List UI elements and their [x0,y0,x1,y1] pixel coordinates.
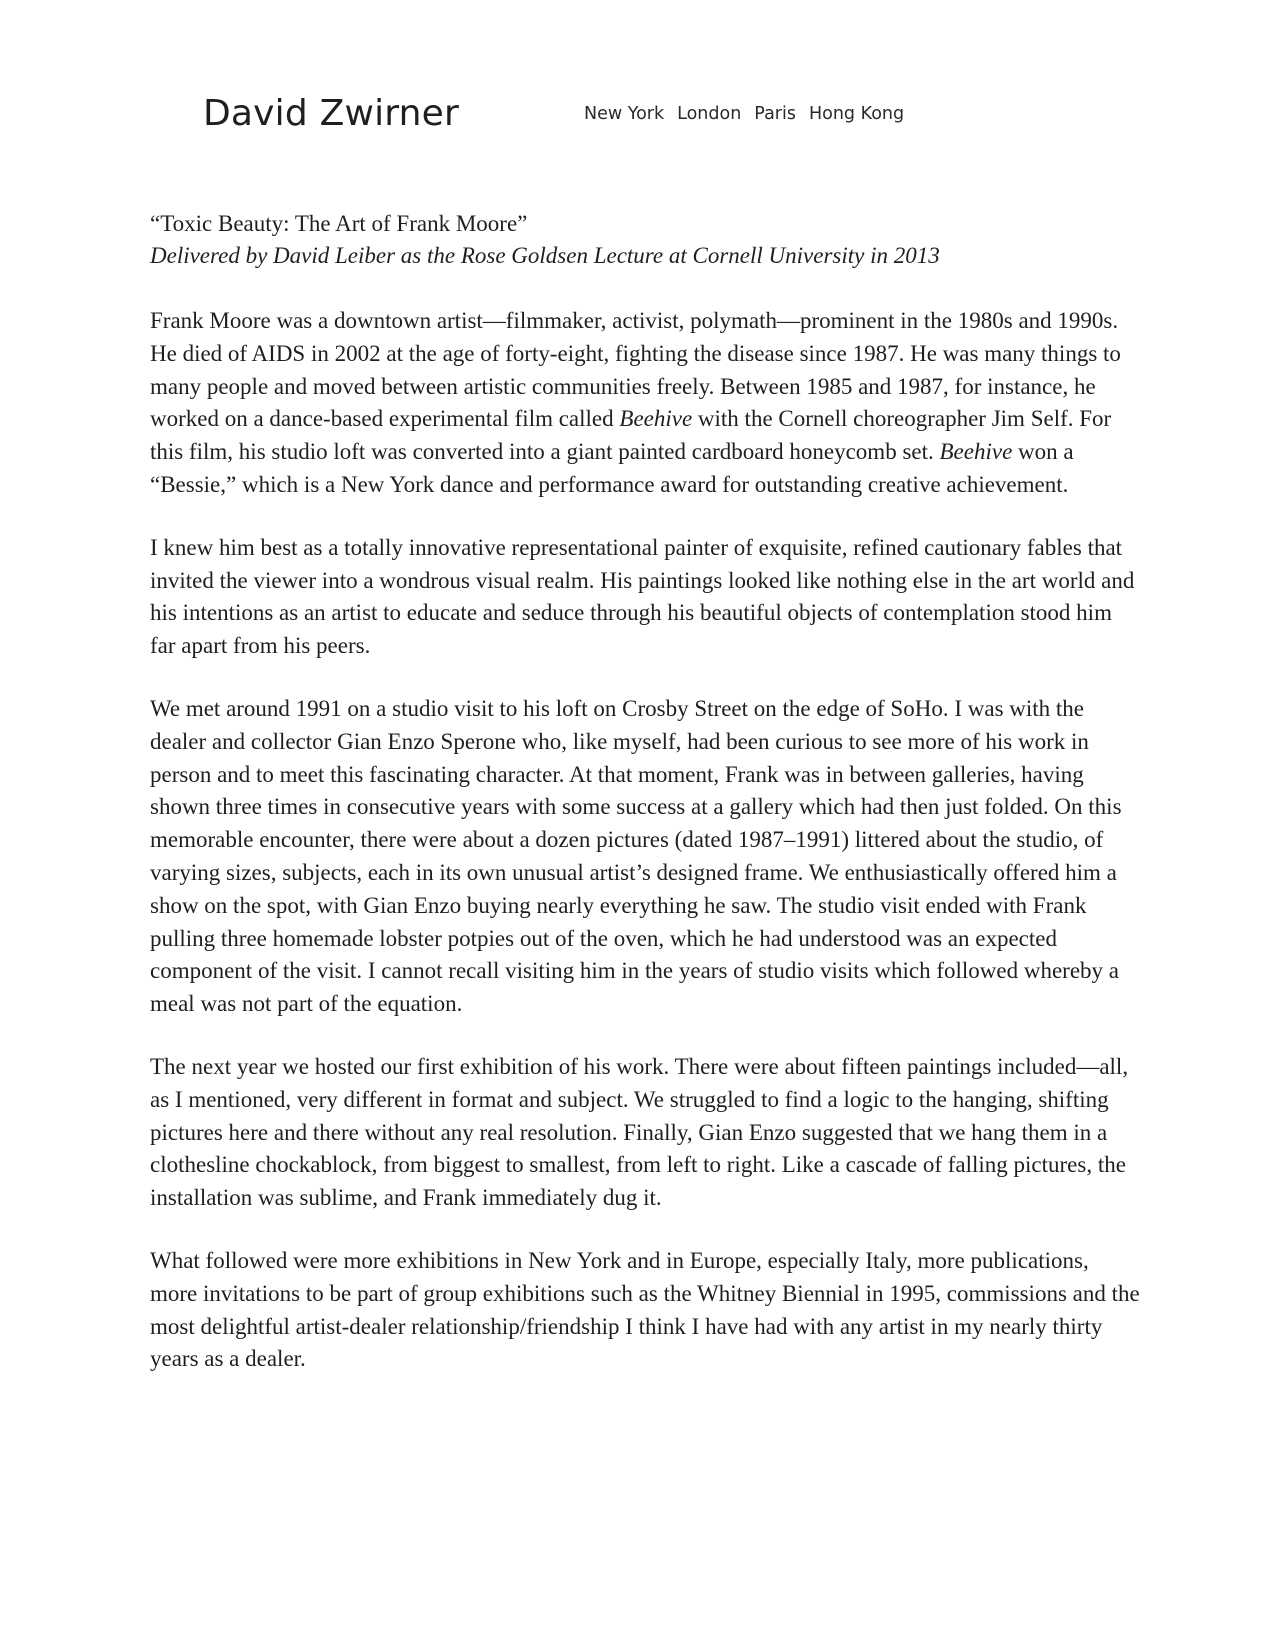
paragraph-1-text-a: Frank Moore was a downtown artist—filmmaker, activist, polymath—prominent in the 1980s and 1990s. He died of AIDS in 2002 at the age of forty-eight, fighting the disease since 1987. He was many things to many people and moved between artistic communities freely. Between 1985 and 1987, for instance, he worked on a dance-based experimental film called [150,308,1121,432]
document-title: “Toxic Beauty: The Art of Frank Moore” [150,211,528,236]
paragraph-1-text-c: won a “Bessie,” which is a New York dance and performance award for outstanding creative achievement. [150,439,1074,497]
location-new-york: New York [584,104,665,124]
film-title-beehive: Beehive [619,406,693,432]
paragraph-1-text-b: with the Cornell choreographer Jim Self. For this film, his studio loft was converted into a giant painted cardboard honeycomb set. [150,406,1112,465]
film-title-beehive-2: Beehive [939,439,1013,465]
location-paris: Paris [754,104,796,124]
location-list [584,84,917,144]
location-london: London [677,104,742,124]
paragraph-3: We met around 1991 on a studio visit to his loft on Crosby Street on the edge of SoHo. I was with the dealer and collector Gian Enzo Sperone who, like myself, had been curious to see more of his work in person and to meet this fascinating character. At that moment, Frank was in between galleries, having shown three times in consecutive years with some success at a gallery which had then just folded. On this memorable encounter, there were about a dozen pictures (dated 1987–1991) littered about the studio, of varying sizes, subjects, each in its own unusual artist’s designed frame. We enthusiastically offered him a show on the spot, with Gian Enzo buying nearly everything he saw. The studio visit ended with Frank pulling three homemade lobster potpies out of the oven, which he had understood was an expected component of the visit. I cannot recall visiting him in the years of studio visits which followed whereby a meal was not part of the equation. [150,695,1122,1017]
paragraph-4: The next year we hosted our first exhibition of his work. There were about fifteen paintings included—all, as I mentioned, very different in format and subject. We struggled to find a logic to the hanging, shifting pictures here and there without any real resolution. Finally, Gian Enzo suggested that we hang them in a clothesline chockablock, from biggest to smallest, from left to right. Like a cascade of falling pictures, the installation was sublime, and Frank immediately dug it. [150,1053,1129,1211]
lecture-document [150,208,1140,1376]
location-hong-kong: Hong Kong [808,104,905,124]
paragraph-1 [150,305,1140,502]
brand-logo-text: David Zwirner [203,93,460,134]
letterhead [203,84,1103,144]
document-subtitle: Delivered by David Leiber as the Rose Goldsen Lecture at Cornell University in 2013 [150,243,940,268]
paragraph-2: I knew him best as a totally innovative representational painter of exquisite, refined cautionary fables that invited the viewer into a wondrous visual realm. His paintings looked like nothing else in the art world and his intentions as an artist to educate and seduce through his beautiful objects of contemplation stood him far apart from his peers. [150,534,1135,659]
paragraph-5: What followed were more exhibitions in New York and in Europe, especially Italy, more publications, more invitations to be part of group exhibitions such as the Whitney Biennial in 1995, commissions and the most delightful artist-dealer relationship/friendship I think I have had with any artist in my nearly thirty years as a dealer. [150,1247,1140,1372]
